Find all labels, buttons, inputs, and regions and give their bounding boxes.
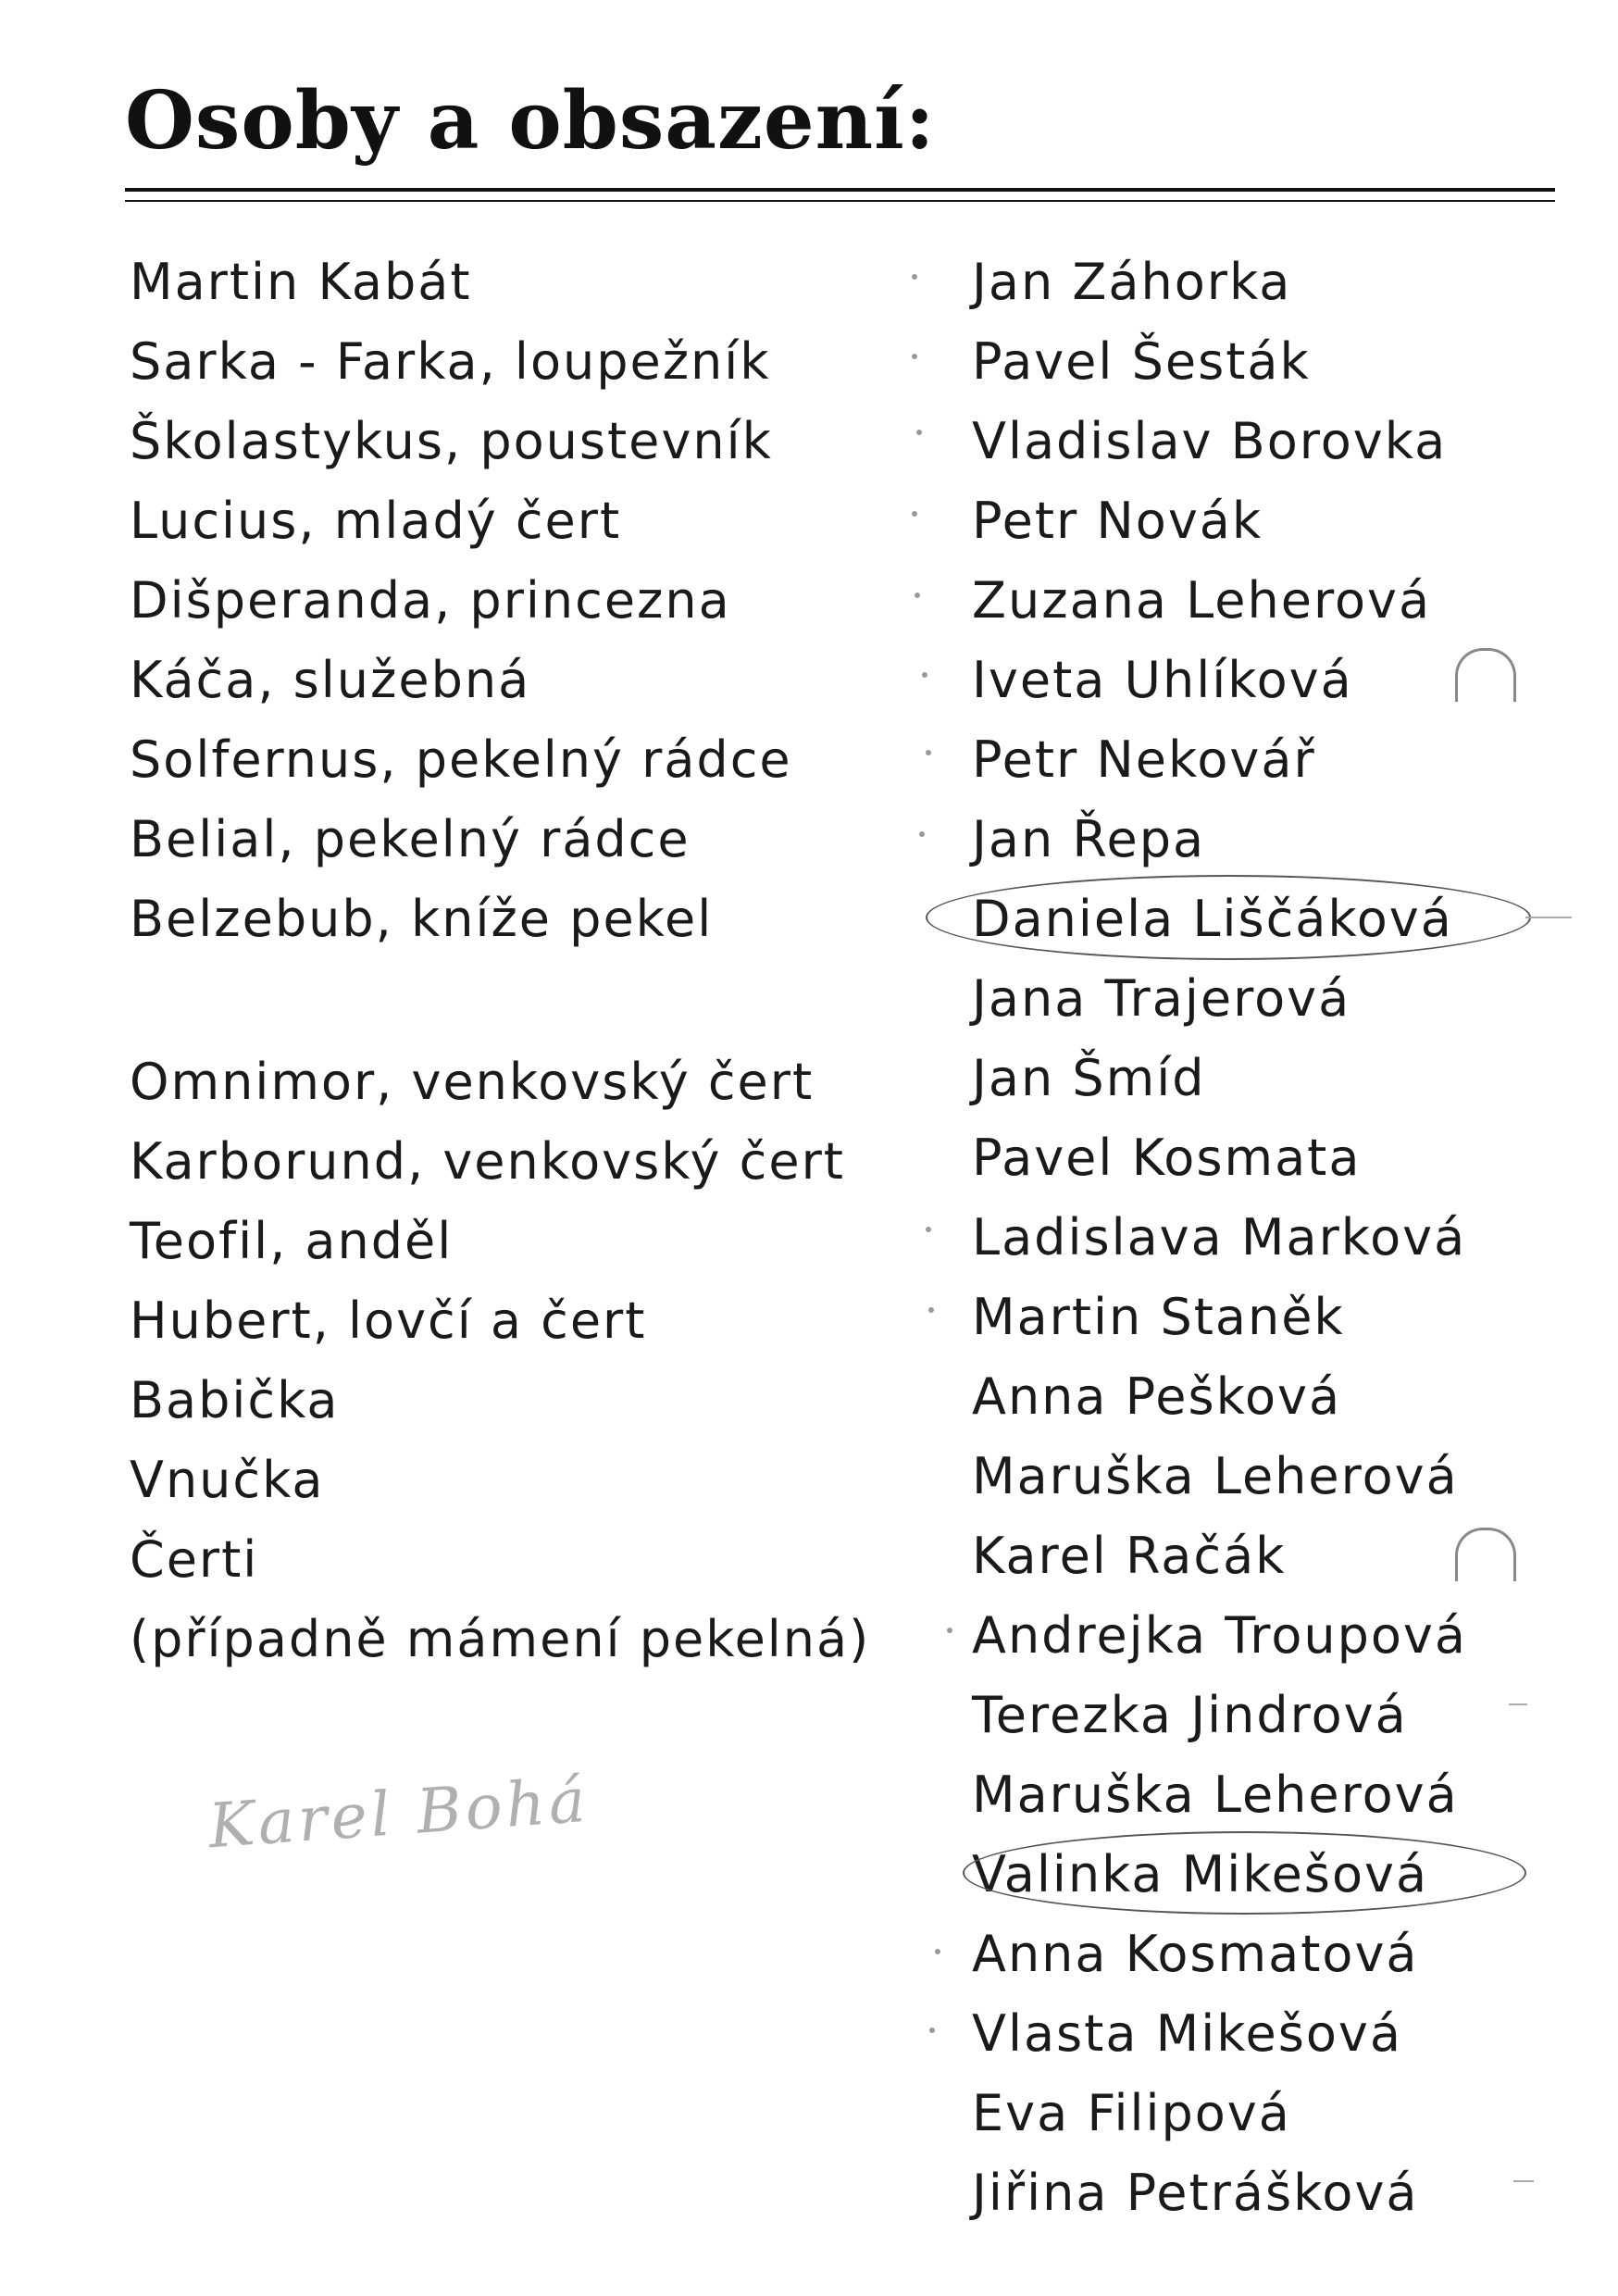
cast-item: Andrejka Troupová [972, 1606, 1467, 1665]
cast-item: Maruška Leherová [972, 1766, 1459, 1824]
cast-item: Jan Řepa [972, 810, 1206, 868]
role-item: Martin Kabát [130, 253, 472, 311]
pencil-dot-mark [926, 750, 931, 755]
role-item: Belial, pekelný rádce [130, 810, 691, 868]
cast-item: Iveta Uhlíková [972, 651, 1353, 709]
role-item: Dišperanda, princezna [130, 571, 731, 630]
roles-column [130, 243, 963, 1679]
cast-item: Karel Račák [972, 1527, 1287, 1585]
pencil-dot-mark [912, 511, 917, 517]
cast-item: Petr Novák [972, 492, 1263, 550]
pencil-tick-mark [1525, 917, 1572, 918]
cast-item: Zuzana Leherová [972, 571, 1432, 630]
pencil-dot-mark [926, 1227, 931, 1232]
cast-item: Ladislava Marková [972, 1208, 1467, 1267]
pencil-dot-mark [916, 430, 922, 435]
cast-item: Vladislav Borovka [972, 412, 1448, 470]
cast-item: Anna Pešková [972, 1367, 1342, 1426]
cast-item: Daniela Liščáková [972, 890, 1453, 948]
cast-item: Pavel Kosmata [972, 1129, 1362, 1187]
pencil-dot-mark [912, 274, 917, 280]
cast-item: Anna Kosmatová [972, 1925, 1419, 1983]
cast-item: Petr Nekovář [972, 730, 1316, 789]
handwritten-pencil-note: Karel Bohá [205, 1764, 591, 1863]
cast-item: Jana Trajerová [972, 969, 1351, 1028]
cast-item: Jan Záhorka [972, 253, 1292, 311]
title-rule-thin [125, 200, 1555, 202]
pencil-dot-mark [912, 354, 917, 359]
role-item: Vnučka [130, 1451, 325, 1509]
role-item: (případně mámení pekelná) [130, 1610, 871, 1668]
role-item: Teofil, anděl [130, 1212, 454, 1270]
pencil-dot-mark [947, 1628, 952, 1633]
role-item: Babička [130, 1371, 340, 1429]
pencil-dot-mark [922, 672, 927, 678]
pencil-tick-mark [1513, 2180, 1534, 2182]
role-item: Karborund, venkovský čert [130, 1132, 845, 1191]
pencil-arc-mark [1455, 648, 1516, 702]
cast-item: Valinka Mikešová [972, 1845, 1429, 1903]
cast-column [972, 243, 1564, 2233]
pencil-dot-mark [935, 1949, 940, 1954]
role-item: Omnimor, venkovský čert [130, 1053, 815, 1111]
cast-item: Maruška Leherová [972, 1447, 1459, 1505]
pencil-arc-mark [1455, 1528, 1516, 1581]
title-rule-thick [125, 188, 1555, 192]
cast-item: Jan Šmíd [972, 1049, 1206, 1107]
cast-item: Pavel Šesták [972, 332, 1311, 391]
pencil-tick-mark [1509, 1703, 1527, 1705]
role-item: Lucius, mladý čert [130, 492, 622, 550]
role-item: Belzebub, kníže pekel [130, 890, 714, 948]
pencil-dot-mark [919, 831, 925, 837]
role-item: Hubert, lovčí a čert [130, 1292, 647, 1350]
pencil-dot-mark [915, 593, 920, 598]
role-item: Čerti [130, 1530, 259, 1589]
role-item: Káča, služebná [130, 651, 531, 709]
cast-item: Terezka Jindrová [972, 1686, 1408, 1744]
page-title: Osoby a obsazení: [125, 74, 936, 168]
role-item: Školastykus, poustevník [130, 412, 773, 470]
cast-item: Jiřina Petrášková [972, 2164, 1419, 2222]
pencil-dot-mark [928, 1307, 934, 1313]
role-spacer [130, 959, 963, 1042]
role-item: Solfernus, pekelný rádce [130, 730, 792, 789]
role-item: Sarka - Farka, loupežník [130, 332, 771, 391]
pencil-dot-mark [929, 2028, 935, 2033]
cast-item: Martin Staněk [972, 1288, 1345, 1346]
cast-item: Vlasta Mikešová [972, 2004, 1402, 2063]
cast-item: Eva Filipová [972, 2084, 1291, 2142]
